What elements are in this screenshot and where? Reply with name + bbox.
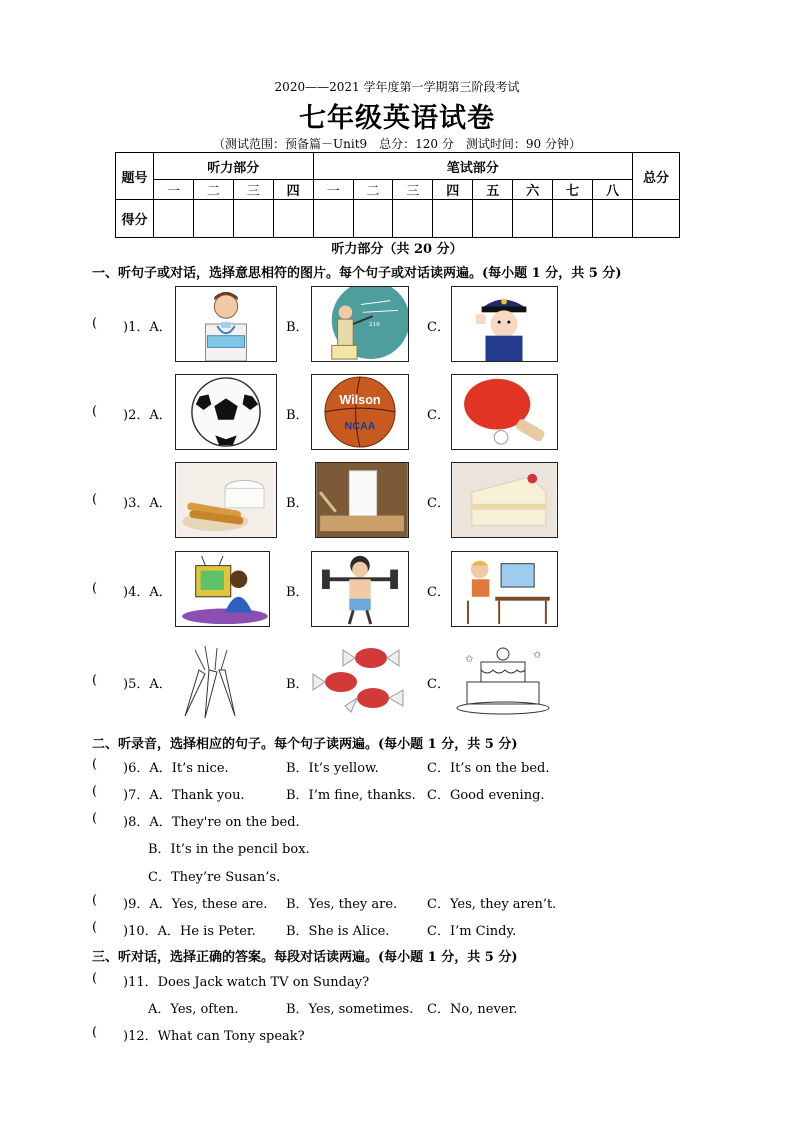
section2-title: 二、听录音，选择相应的句子。每个句子读两遍。(每小题 1 分，共 5 分) <box>92 737 518 752</box>
score-cell[interactable] <box>592 200 632 238</box>
answer-paren: ( <box>92 784 98 799</box>
answer-paren: ( <box>92 893 98 908</box>
writing-col: 七 <box>553 180 593 200</box>
option-b-label: B． <box>286 320 309 335</box>
question-label: )1．A． <box>123 320 172 335</box>
soccer-ball-icon[interactable] <box>175 374 277 450</box>
writing-col: 二 <box>353 180 393 200</box>
ping-pong-paddle-icon[interactable] <box>451 374 558 450</box>
q6-option-a: )6．A．It’s nice. <box>123 761 229 776</box>
question-label: )2．A． <box>123 408 172 423</box>
score-cell[interactable] <box>433 200 473 238</box>
q12-question: )12．What can Tony speak? <box>123 1029 305 1044</box>
score-cell[interactable] <box>553 200 593 238</box>
answer-paren: ( <box>92 581 98 596</box>
option-b-label: B． <box>286 408 309 423</box>
option-c-label: C． <box>427 320 450 335</box>
writing-header: 笔试部分 <box>313 153 632 180</box>
answer-paren: ( <box>92 404 98 419</box>
writing-col: 三 <box>393 180 433 200</box>
q8-option-c: C．They’re Susan’s. <box>148 870 281 885</box>
score-cell[interactable] <box>313 200 353 238</box>
listening-header: 听力部分 <box>154 153 314 180</box>
q11-question: )11．Does Jack watch TV on Sunday? <box>123 975 370 990</box>
score-cell[interactable] <box>273 200 313 238</box>
writing-col: 四 <box>433 180 473 200</box>
q10-option-a: )10．A．He is Peter. <box>123 924 256 939</box>
score-cell[interactable] <box>393 200 433 238</box>
candies-icon[interactable] <box>311 640 409 720</box>
score-cell[interactable] <box>473 200 513 238</box>
option-b-label: B． <box>286 677 309 692</box>
answer-paren: ( <box>92 316 98 331</box>
score-row-label: 得分 <box>116 200 154 238</box>
fried-dough-icon[interactable] <box>175 462 277 538</box>
score-cell[interactable] <box>633 200 680 238</box>
listening-part-heading: 听力部分（共 20 分） <box>331 242 463 257</box>
q7-option-a: )7．A．Thank you. <box>123 788 245 803</box>
q7-option-b: B．I’m fine, thanks. <box>286 788 416 803</box>
q11-option-b: B．Yes, sometimes. <box>286 1002 414 1017</box>
birthday-cake-icon[interactable] <box>451 640 555 720</box>
option-c-label: C． <box>427 496 450 511</box>
score-cell[interactable] <box>513 200 553 238</box>
exam-year-line: 2020——2021 学年度第一学期第三阶段考试 <box>274 80 520 94</box>
question-label: )3．A． <box>123 496 172 511</box>
score-table <box>115 152 680 238</box>
answer-paren: ( <box>92 757 98 772</box>
computer-boy-icon[interactable] <box>451 551 558 627</box>
q8-option-a: )8．A．They're on the bed. <box>123 815 300 830</box>
total-header: 总分 <box>633 153 680 200</box>
exam-title: 七年级英语试卷 <box>299 103 495 134</box>
carrots-icon[interactable] <box>175 640 255 720</box>
police-officer-icon[interactable] <box>451 286 558 362</box>
option-c-label: C． <box>427 585 450 600</box>
question-label: )5．A． <box>123 677 172 692</box>
q9-option-b: B．Yes, they are. <box>286 897 398 912</box>
writing-col: 六 <box>513 180 553 200</box>
writing-col: 一 <box>313 180 353 200</box>
answer-paren: ( <box>92 811 98 826</box>
board-text: 216 <box>368 321 380 328</box>
doctor-icon[interactable] <box>175 286 277 362</box>
answer-paren: ( <box>92 1025 98 1040</box>
listening-col: 四 <box>273 180 313 200</box>
writing-col: 五 <box>473 180 513 200</box>
option-c-label: C． <box>427 677 450 692</box>
answer-paren: ( <box>92 971 98 986</box>
milk-glass-icon[interactable] <box>315 462 409 538</box>
answer-paren: ( <box>92 920 98 935</box>
question-number-header: 题号 <box>116 153 154 200</box>
basketball-icon[interactable] <box>311 374 409 450</box>
ncaa-logo-text: NCAA <box>344 420 376 433</box>
svg-text:✩: ✩ <box>533 650 542 661</box>
section3-title: 三、听对话，选择正确的答案。每段对话读两遍。(每小题 1 分，共 5 分) <box>92 950 518 965</box>
q6-option-b: B．It’s yellow. <box>286 761 379 776</box>
score-cell[interactable] <box>193 200 233 238</box>
exam-subtitle: （测试范围：预备篇－Unit9 总分：120 分 测试时间：90 分钟） <box>213 137 581 151</box>
answer-paren: ( <box>92 492 98 507</box>
q8-option-b: B．It’s in the pencil box. <box>148 842 310 857</box>
listening-col: 二 <box>193 180 233 200</box>
q10-option-c: C．I’m Cindy. <box>427 924 517 939</box>
q9-option-c: C．Yes, they aren’t. <box>427 897 557 912</box>
q7-option-c: C．Good evening. <box>427 788 545 803</box>
teacher-icon[interactable] <box>311 286 409 362</box>
exercise-dumbbell-icon[interactable] <box>311 551 409 627</box>
section1-title: 一、听句子或对话，选择意思相符的图片。每个句子或对话读两遍。(每小题 1 分，共 5 分) <box>92 266 622 281</box>
wilson-logo-text: Wilson <box>339 393 381 408</box>
score-cell[interactable] <box>154 200 194 238</box>
writing-col: 八 <box>592 180 632 200</box>
listening-col: 一 <box>154 180 194 200</box>
listening-col: 三 <box>233 180 273 200</box>
option-b-label: B． <box>286 585 309 600</box>
option-c-label: C． <box>427 408 450 423</box>
cake-slice-icon[interactable] <box>451 462 558 538</box>
q9-option-a: )9．A．Yes, these are. <box>123 897 268 912</box>
score-cell[interactable] <box>233 200 273 238</box>
option-b-label: B． <box>286 496 309 511</box>
watching-tv-icon[interactable] <box>175 551 270 627</box>
score-cell[interactable] <box>353 200 393 238</box>
q6-option-c: C．It’s on the bed. <box>427 761 550 776</box>
answer-paren: ( <box>92 673 98 688</box>
q11-option-c: C．No, never. <box>427 1002 518 1017</box>
svg-text:✩: ✩ <box>465 654 474 665</box>
q11-option-a: A．Yes, often. <box>148 1002 239 1017</box>
q10-option-b: B．She is Alice. <box>286 924 390 939</box>
question-label: )4．A． <box>123 585 172 600</box>
